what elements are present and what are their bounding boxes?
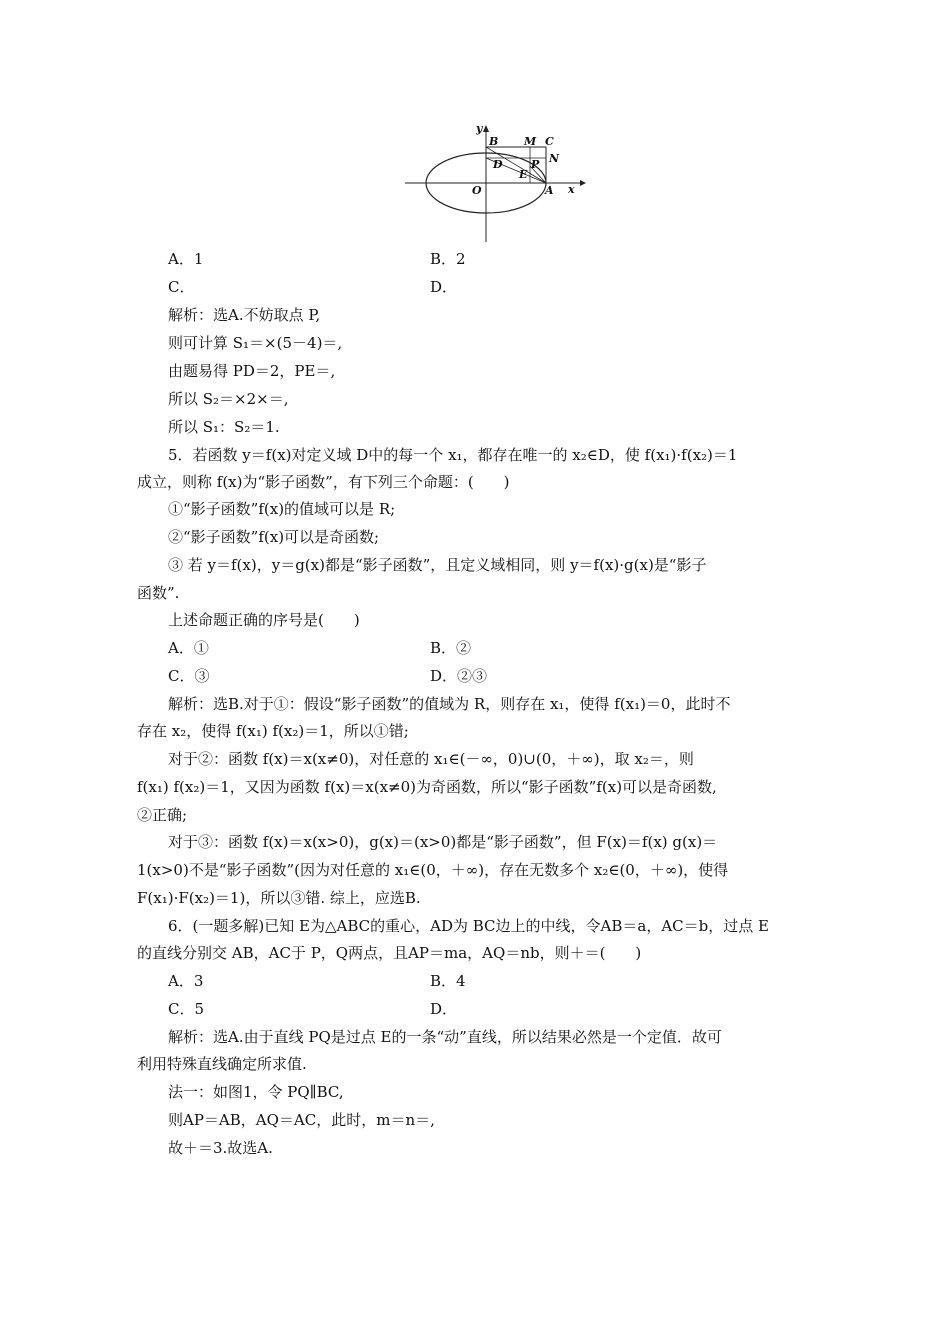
q5-solution-line: 对于②：函数 f(x)＝x(x≠0)，对任意的 x₁∈(－∞，0)∪(0，＋∞)，取 x₂＝，则 <box>168 750 694 768</box>
q5-solution-line: 存在 x₂，使得 f(x₁) f(x₂)＝1，所以①错; <box>137 722 409 740</box>
label-d: D <box>493 158 503 171</box>
q5-solution-line: 解析：选B.对于①：假设“影子函数”的值域为 R，则存在 x₁，使得 f(x₁)＝0，此时不 <box>168 695 731 713</box>
label-b: B <box>489 135 499 148</box>
q6-stem-line: 的直线分别交 AB，AC于 P，Q两点，且AP＝ma，AQ＝nb，则＋＝( ) <box>137 944 642 962</box>
q6-solution-line: 故＋＝3.故选A. <box>168 1139 273 1157</box>
q5-solution-line: 对于③：函数 f(x)＝x(x>0)，g(x)＝(x>0)都是“影子函数”，但 F(x)＝f(x) g(x)＝ <box>168 833 718 851</box>
q6-solution-line: 则AP＝AB，AQ＝AC，此时，m＝n＝, <box>168 1111 435 1129</box>
q5-stem-line: 函数”. <box>137 584 180 602</box>
label-o: O <box>472 184 482 197</box>
q4-solution-line: 则可计算 S₁＝×(5－4)＝, <box>168 334 343 352</box>
q4-option-d: D． <box>430 278 458 296</box>
q6-option-c: C．5 <box>168 1000 205 1018</box>
q4-option-a: A．1 <box>168 250 204 268</box>
q4-solution-line: 所以 S₁：S₂＝1. <box>168 418 280 436</box>
label-e: E <box>519 168 528 181</box>
label-a: A <box>545 184 554 197</box>
q5-statement-3: ③ 若 y＝f(x)，y＝g(x)都是“影子函数”，且定义域相同，则 y＝f(x)·g(x)是“影子 <box>168 556 707 574</box>
q5-option-b: B．② <box>430 639 472 657</box>
label-p: P <box>531 158 540 171</box>
y-axis-arrow <box>483 125 489 132</box>
q4-option-b: B．2 <box>430 250 466 268</box>
q5-question: 上述命题正确的序号是( ) <box>168 611 360 629</box>
q6-solution-line: 利用特殊直线确定所求值. <box>137 1055 307 1073</box>
q4-solution-line: 解析：选A.不妨取点 P, <box>168 306 321 324</box>
q5-option-c: C．③ <box>168 667 210 685</box>
q6-option-a: A．3 <box>168 972 204 990</box>
q4-solution-line: 由题易得 PD＝2，PE＝, <box>168 362 336 380</box>
q5-stem-line: 成立，则称 f(x)为“影子函数”，有下列三个命题：( ) <box>137 473 510 491</box>
q5-solution-line: F(x₁)·F(x₂)＝1)，所以③错. 综上，应选B. <box>137 889 421 907</box>
q6-solution-line: 解析：选A.由于直线 PQ是过点 E的一条“动”直线，所以结果必然是一个定值．故可 <box>168 1028 722 1046</box>
q4-option-c: C． <box>168 278 195 296</box>
q6-option-b: B．4 <box>430 972 466 990</box>
q4-solution-line: 所以 S₂＝×2×＝, <box>168 390 289 408</box>
label-y: y <box>476 122 483 135</box>
q5-stem-line: 5．若函数 y＝f(x)对定义域 D中的每一个 x₁，都存在唯一的 x₂∈D，使 f(x₁)·f(x₂)＝1 <box>168 446 738 464</box>
label-m: M <box>524 135 537 148</box>
q5-option-d: D．②③ <box>430 667 488 685</box>
label-x: x <box>568 183 575 196</box>
q6-stem-line: 6．(一题多解)已知 E为△ABC的重心，AD为 BC边上的中线，令AB＝a，AC＝b，过点 E <box>168 917 769 935</box>
label-c: C <box>545 135 554 148</box>
q6-option-d: D． <box>430 1000 458 1018</box>
q5-solution-line: 1(x>0)不是“影子函数”(因为对任意的 x₁∈(0，＋∞)，存在无数多个 x₂∈(0，＋∞)，使得 <box>137 861 729 879</box>
q5-statement-2: ②“影子函数”f(x)可以是奇函数; <box>168 528 380 546</box>
label-n: N <box>549 152 560 165</box>
q5-statement-1: ①“影子函数”f(x)的值域可以是 R; <box>168 500 396 518</box>
q5-option-a: A．① <box>168 639 209 657</box>
x-axis-arrow <box>580 180 586 186</box>
q6-solution-line: 法一：如图1，令 PQ∥BC, <box>168 1083 344 1101</box>
q5-solution-line: ②正确; <box>137 806 188 824</box>
q5-solution-line: f(x₁) f(x₂)＝1，又因为函数 f(x)＝x(x≠0)为奇函数，所以“影子函数”f(x)可以是奇函数, <box>137 778 717 796</box>
ellipse-figure <box>400 120 590 245</box>
